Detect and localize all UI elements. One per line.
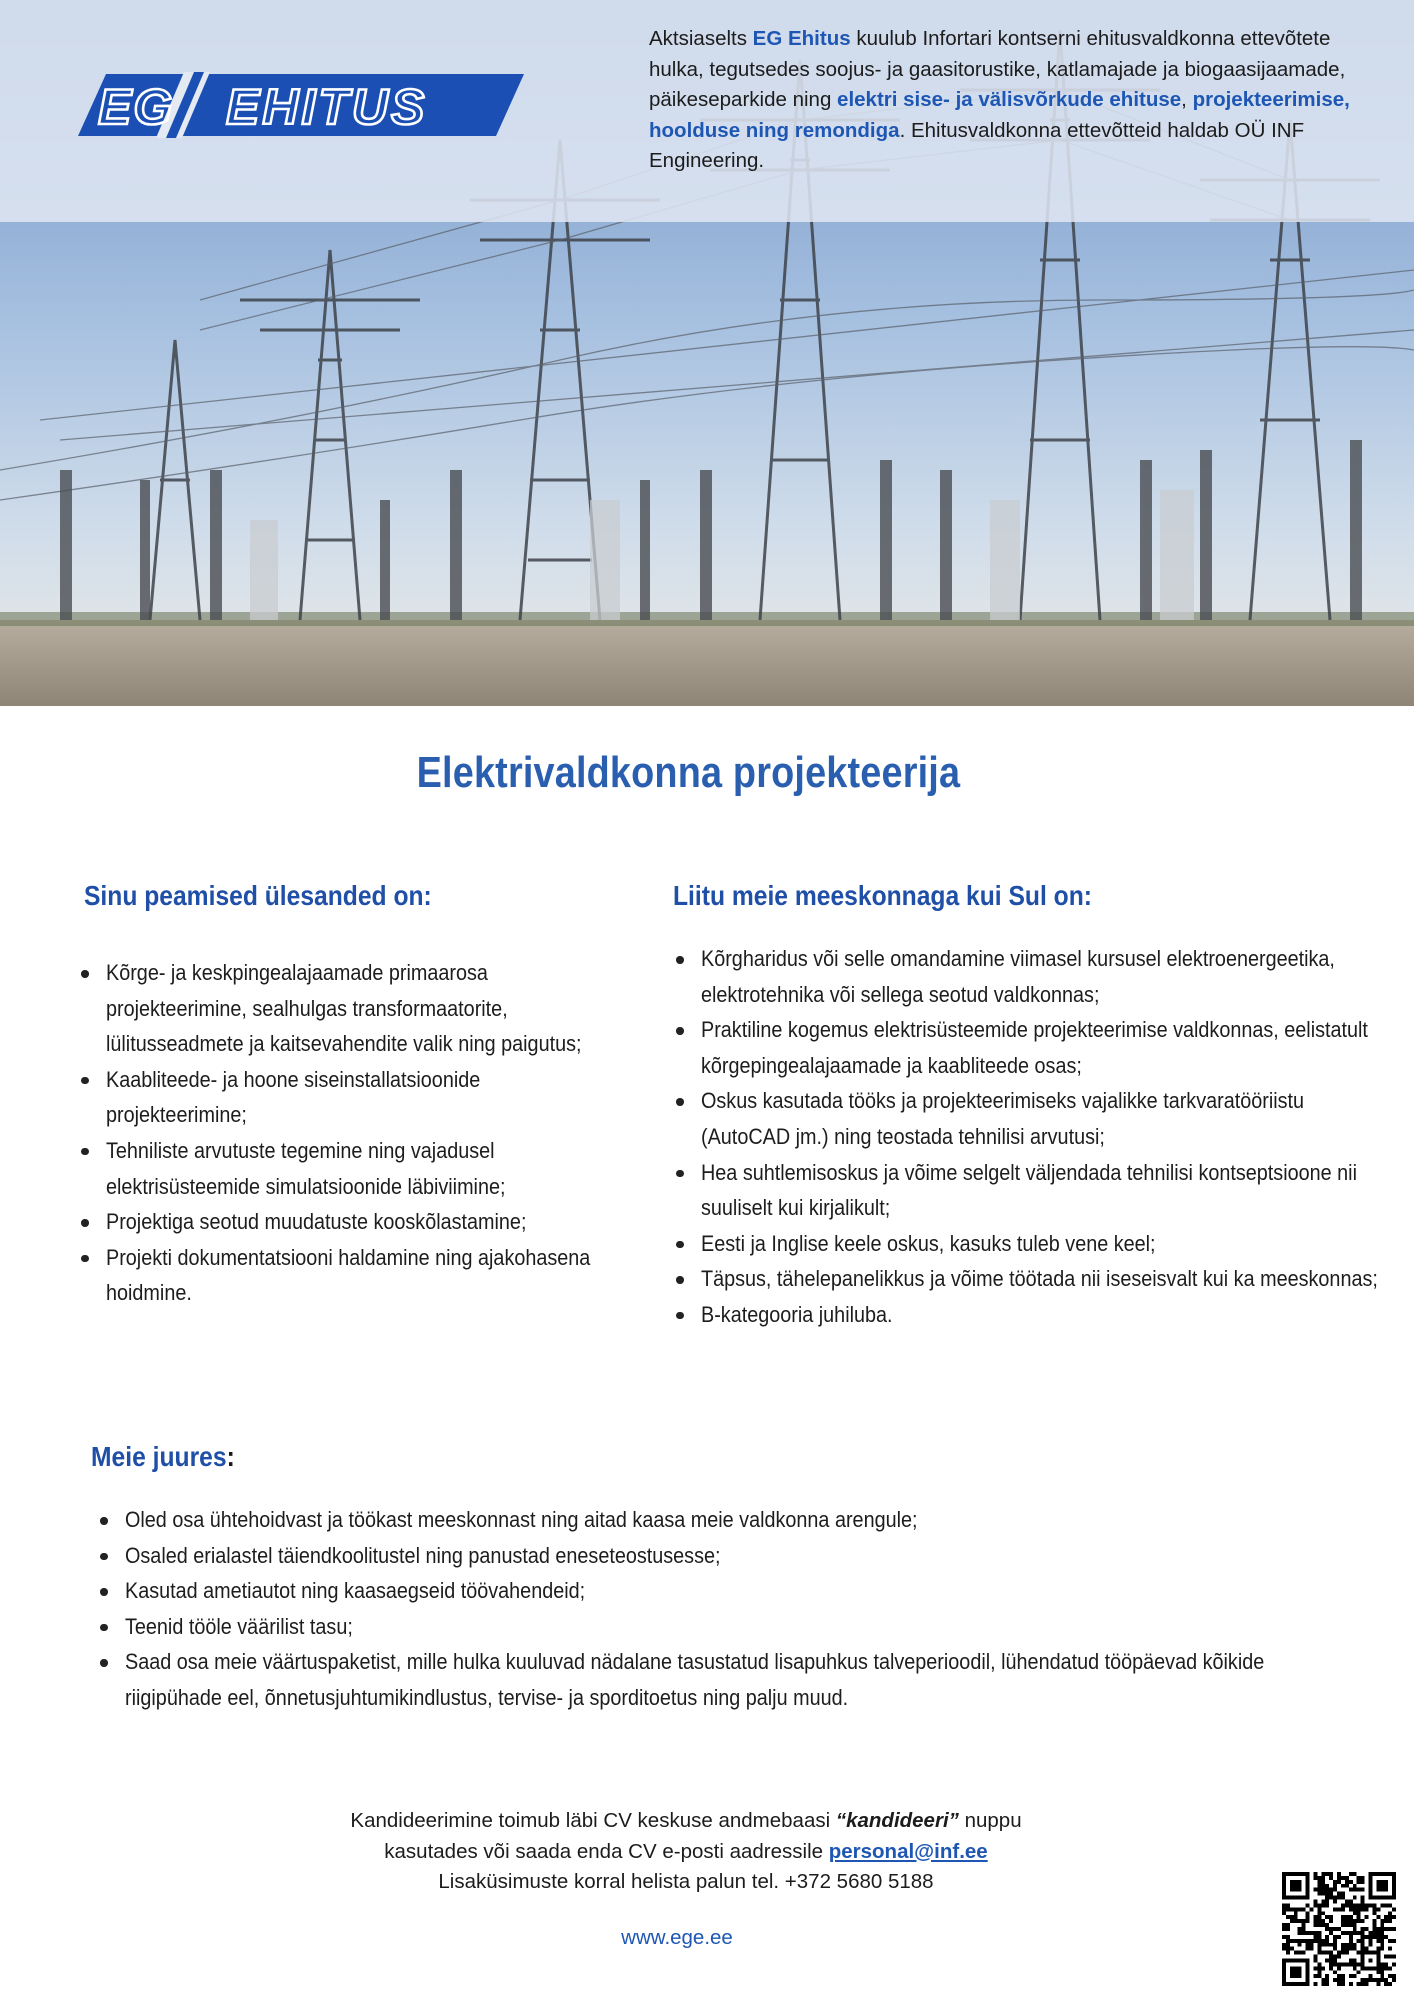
requirement-item <box>671 1297 1383 1333</box>
requirement-item <box>671 1226 1383 1262</box>
requirement-item-text: B-kategooria juhiluba. <box>701 1301 893 1327</box>
requirement-item <box>671 1012 1383 1083</box>
requirement-item-text: Hea suhtlemisoskus ja võime selgelt väljendada tehnilisi kontseptsioone nii suuliselt kui kirjalikult; <box>701 1159 1357 1221</box>
benefit-item-text: Oled osa ühtehoidvast ja töökast meeskonnast ning aitad kaasa meie valdkonna arengule; <box>125 1507 918 1532</box>
benefit-item-text: Kasutad ametiautot ning kaasaegseid töövahendeid; <box>125 1578 586 1604</box>
eg-ehitus-logo <box>76 72 526 138</box>
duty-item <box>76 1133 624 1204</box>
requirements-heading: Liitu meie meeskonnaga kui Sul on: <box>673 880 1092 911</box>
duty-item <box>76 1204 624 1240</box>
duty-item-text: Tehniliste arvutuste tegemine ning vajadusel elektrisüsteemide simulatsioonide läbiviimine; <box>106 1137 506 1199</box>
benefit-item <box>95 1573 1355 1609</box>
benefit-item <box>95 1609 1355 1645</box>
footer-text: Kandideerimine toimub läbi CV keskuse andmebaasi <box>350 1809 836 1832</box>
duty-item <box>76 1240 624 1311</box>
duties-list <box>76 955 624 1311</box>
duty-item-text: Projektiga seotud muudatuste kooskõlastamine; <box>106 1209 527 1235</box>
requirement-item-text: Kõrgharidus või selle omandamine viimasel kursusel elektroenergeetika, elektrotehnika või sellega seotud valdkonnas; <box>701 946 1335 1007</box>
requirement-item-text: Eesti ja Inglise keele oskus, kasuks tuleb vene keel; <box>701 1230 1156 1256</box>
requirements-list <box>671 941 1383 1333</box>
intro-text: , <box>1181 88 1193 111</box>
benefit-item <box>95 1538 1355 1574</box>
intro-highlight-services: projekteerimise, hoolduse ning remondiga <box>649 88 1350 142</box>
intro-text: kuulub Infortari kontserni ehitusvaldkonna ettevõtete hulka, tegutsedes soojus- ja gaasitorustike, katlamajade ja biogaasijaamade, päikeseparkide ning <box>649 27 1346 111</box>
requirement-item <box>671 1155 1383 1226</box>
requirement-item-text: Oskus kasutada tööks ja projekteerimiseks vajalikke tarkvaratööriistu (AutoCAD jm.) ning teostada tehnilisi arvutusi; <box>701 1088 1305 1149</box>
benefit-item <box>95 1644 1355 1715</box>
svg-text:EG: EG <box>98 79 175 135</box>
benefit-item-text: Teenid tööle väärilist tasu; <box>125 1613 353 1639</box>
application-info <box>0 1806 1372 1898</box>
duty-item-text: Kõrge- ja keskpingealajaamade primaarosa projekteerimine, sealhulgas transformaatorite, lülitusseadmete ja kaitsevahendite valik ning paigutus; <box>106 960 582 1057</box>
apply-button-name: “kandideeri” <box>835 1809 959 1832</box>
intro-highlight-company: EG Ehitus <box>752 27 851 50</box>
requirement-item-text: Praktiline kogemus elektrisüsteemide projekteerimise valdkonnas, eelistatult kõrgepingealajaamade ja kaabliteede osas; <box>701 1017 1368 1078</box>
website-link[interactable]: www.ege.ee <box>621 1926 733 1949</box>
job-title: Elektrivaldkonna projekteerija <box>416 748 961 797</box>
svg-text:EHITUS: EHITUS <box>226 79 428 135</box>
qr-code-icon <box>1282 1872 1396 1986</box>
benefits-heading-colon: : <box>226 1441 235 1472</box>
footer-text: kasutades või saada enda CV e-posti aadressile <box>384 1839 829 1863</box>
contact-phone-line: Lisaküsimuste korral helista palun tel. +372 5680 5188 <box>438 1870 934 1893</box>
hero-banner <box>0 0 1414 706</box>
benefits-list <box>95 1502 1355 1716</box>
duty-item <box>76 1062 624 1133</box>
intro-text: Aktsiaselts <box>649 27 753 50</box>
duties-heading: Sinu peamised ülesanded on: <box>84 880 432 911</box>
email-link[interactable]: personal@inf.ee <box>828 1839 988 1863</box>
requirement-item-text: Täpsus, tähelepanelikkus ja võime töötada nii iseseisvalt kui ka meeskonnas; <box>701 1266 1378 1292</box>
requirement-item <box>671 1261 1383 1297</box>
requirement-item <box>671 941 1383 1012</box>
benefit-item-text: Saad osa meie väärtuspaketist, mille hulka kuuluvad nädalane tasustatud lisapuhkus talveperioodil, lühendatud tööpäevad kõikide riigipühade eel, õnnetusjuhtumikindlustus, tervise- ja sporditoetus ning palju muud. <box>125 1649 1265 1710</box>
intro-highlight-networks: elektri sise- ja välisvõrkude ehituse <box>837 88 1182 111</box>
application-line-2 <box>0 1837 1372 1868</box>
benefit-item <box>95 1502 1355 1538</box>
benefits-heading-text: Meie juures <box>91 1441 227 1472</box>
company-intro <box>649 24 1369 177</box>
duty-item-text: Kaabliteede- ja hoone siseinstallatsioonide projekteerimine; <box>106 1066 481 1128</box>
requirement-item <box>671 1083 1383 1154</box>
footer-text: nuppu <box>958 1809 1022 1832</box>
benefits-heading <box>91 1441 235 1473</box>
application-line-1 <box>0 1806 1372 1837</box>
intro-text: . Ehitusvaldkonna ettevõtteid haldab OÜ INF Engineering. <box>649 118 1305 172</box>
duty-item-text: Projekti dokumentatsiooni haldamine ning ajakohasena hoidmine. <box>106 1244 591 1306</box>
duty-item <box>76 955 624 1062</box>
benefit-item-text: Osaled erialastel täiendkoolitustel ning panustad eneseteostusesse; <box>125 1542 721 1568</box>
